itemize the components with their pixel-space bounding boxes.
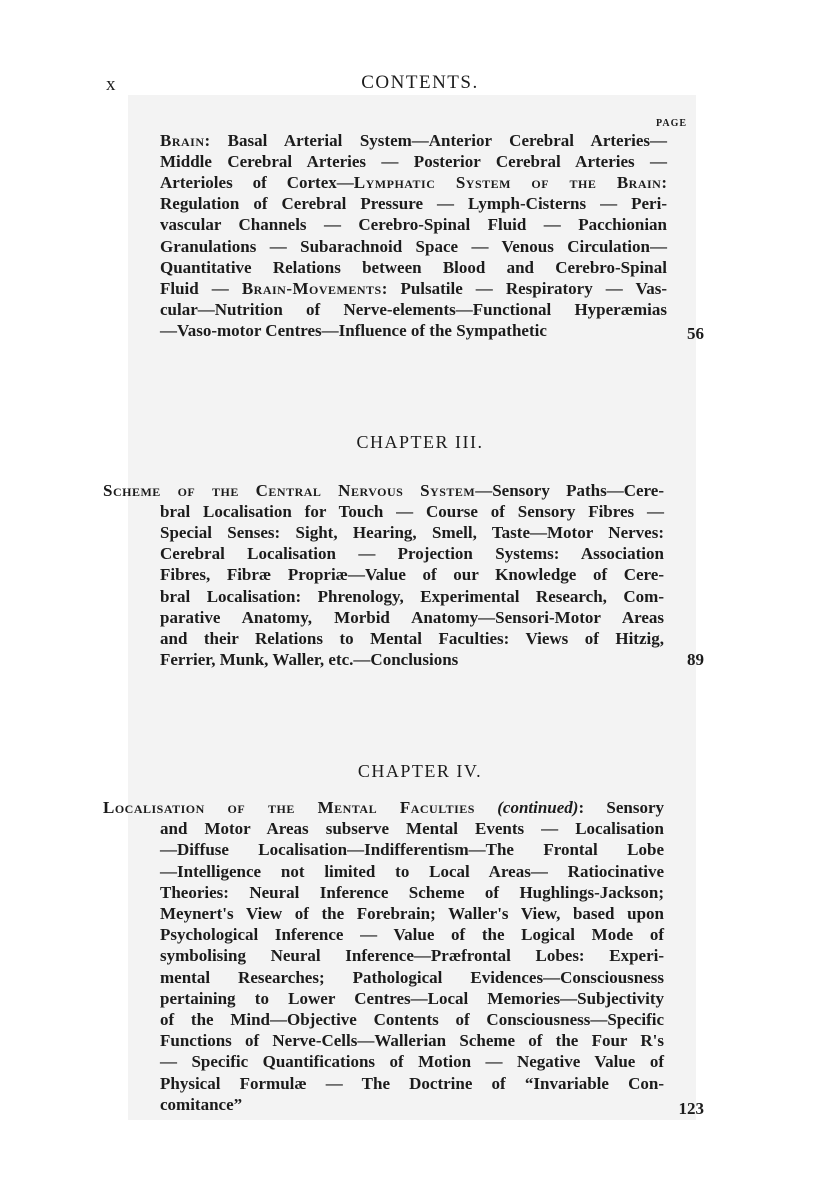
- contents-line: [160, 629, 664, 649]
- contents-line: [160, 523, 664, 543]
- contents-line: [160, 968, 664, 988]
- contents-line: [103, 481, 664, 501]
- chapter-4-page: 123: [678, 1099, 704, 1118]
- contents-text: —Diffuse Localisation—Indifferentism—The Frontal Lobe: [160, 840, 664, 860]
- contents-line: [160, 946, 664, 966]
- page-number: x: [106, 74, 117, 95]
- contents-text: Ferrier, Munk, Waller, etc.—Conclusions: [160, 649, 459, 669]
- contents-text: Quantitative Relations between Blood and Cerebro-Spinal: [160, 257, 667, 277]
- contents-text: —Sensory Paths—Cere-: [475, 481, 664, 500]
- chapter-4-heading: CHAPTER IV.: [357, 761, 483, 781]
- contents-line: [160, 258, 667, 278]
- contents-line: [160, 544, 664, 564]
- contents-line: [160, 1095, 664, 1115]
- contents-line: [160, 215, 667, 235]
- contents-line: [160, 194, 667, 214]
- contents-text: of the Mind—Objective Contents of Consciousness—Specific: [160, 1010, 664, 1029]
- chapter-3-page: 89: [687, 650, 704, 669]
- contents-line: [160, 300, 667, 320]
- contents-text: —Vaso-motor Centres—Influence of the Sympathetic: [160, 320, 547, 340]
- contents-line: [103, 798, 664, 818]
- contents-text: Fibres, Fibræ Propriæ—Value of our Knowledge of Cere-: [160, 565, 664, 585]
- contents-line: [160, 1052, 664, 1072]
- contents-line: [160, 883, 664, 903]
- running-title: CONTENTS.: [361, 72, 479, 93]
- section-heading-text: Scheme of the Central Nervous System: [103, 481, 476, 500]
- chapter-3-heading: CHAPTER III.: [356, 432, 484, 452]
- contents-text: Psychological Inference — Value of the Logical Mode of: [160, 925, 664, 945]
- contents-line: [160, 502, 664, 522]
- contents-line: [160, 152, 667, 172]
- section-heading-text: Localisation of the Mental Faculties: [103, 798, 475, 817]
- contents-text: —Intelligence not limited to Local Areas— Ratiocinative: [160, 861, 664, 881]
- contents-text: and Motor Areas subserve Mental Events — Localisation: [160, 819, 664, 839]
- contents-text: cular—Nutrition of Nerve-elements—Functional Hyperæmias: [160, 299, 667, 319]
- contents-text: : Basal Arterial System—Anterior Cerebral Arteries—: [204, 131, 667, 150]
- contents-line: [160, 565, 664, 585]
- contents-text: parative Anatomy, Morbid Anatomy—Sensori-Motor Areas: [160, 607, 664, 627]
- contents-text: Physical Formulæ — The Doctrine of “Invariable Con-: [160, 1073, 664, 1093]
- contents-line: [160, 862, 664, 882]
- contents-text: Fluid —: [160, 278, 242, 298]
- contents-text: Middle Cerebral Arteries — Posterior Cerebral Arteries —: [160, 152, 667, 172]
- contents-line: [160, 321, 667, 341]
- contents-line: [160, 925, 664, 945]
- contents-text: Regulation of Cerebral Pressure — Lymph-Cisterns — Peri-: [160, 194, 667, 214]
- contents-text: symbolising Neural Inference—Præfrontal Lobes: Experi-: [160, 946, 664, 966]
- contents-line: [160, 989, 664, 1009]
- contents-line: [160, 1031, 664, 1051]
- contents-text: Cerebral Localisation — Projection Systems: Association: [160, 544, 664, 564]
- contents-text: Theories: Neural Inference Scheme of Hughlings-Jackson;: [160, 882, 664, 902]
- contents-text: : Sensory: [578, 798, 665, 817]
- section-heading-text: Lymphatic System of the Brain: [353, 173, 662, 193]
- contents-text: [475, 798, 497, 817]
- brain-entry-page: 56: [687, 324, 704, 343]
- contents-line: [160, 650, 664, 670]
- contents-line: [160, 173, 667, 193]
- contents-text: Granulations — Subarachnoid Space — Venous Circulation—: [160, 236, 667, 256]
- contents-line: [160, 1074, 664, 1094]
- contents-line: [160, 237, 667, 257]
- contents-text: — Specific Quantifications of Motion — Negative Value of: [160, 1052, 664, 1072]
- contents-text: mental Researches; Pathological Evidences—Consciousness: [160, 967, 664, 987]
- contents-line: [160, 279, 667, 299]
- contents-text: :: [661, 173, 667, 193]
- contents-text: Functions of Nerve-Cells—Wallerian Scheme of the Four R's: [160, 1031, 664, 1051]
- contents-text: and their Relations to Mental Faculties: Views of Hitzig,: [160, 628, 664, 648]
- section-heading-text: Brain: [160, 131, 205, 150]
- contents-line: [160, 587, 664, 607]
- section-heading-text: Brain-Movements: [241, 278, 382, 298]
- contents-text: (continued): [497, 798, 579, 817]
- contents-text: pertaining to Lower Centres—Local Memories—Subjectivity: [160, 988, 664, 1008]
- contents-line: [160, 608, 664, 628]
- contents-text: Meynert's View of the Forebrain; Waller's View, based upon: [160, 904, 664, 923]
- contents-text: : Pulsatile — Respiratory — Vas-: [381, 278, 667, 298]
- contents-line: [160, 131, 667, 151]
- contents-text: bral Localisation for Touch — Course of Sensory Fibres —: [160, 502, 664, 522]
- contents-line: [160, 1010, 664, 1030]
- contents-text: bral Localisation: Phrenology, Experimental Research, Com-: [160, 586, 664, 606]
- contents-text: comitance”: [160, 1094, 243, 1114]
- contents-line: [160, 904, 664, 924]
- contents-line: [160, 819, 664, 839]
- contents-text: vascular Channels — Cerebro-Spinal Fluid — Pacchionian: [160, 215, 667, 235]
- contents-text: Arterioles of Cortex—: [160, 173, 354, 193]
- page-column-label: PAGE: [656, 118, 688, 129]
- contents-line: [160, 840, 664, 860]
- contents-text: Special Senses: Sight, Hearing, Smell, Taste—Motor Nerves:: [160, 523, 664, 543]
